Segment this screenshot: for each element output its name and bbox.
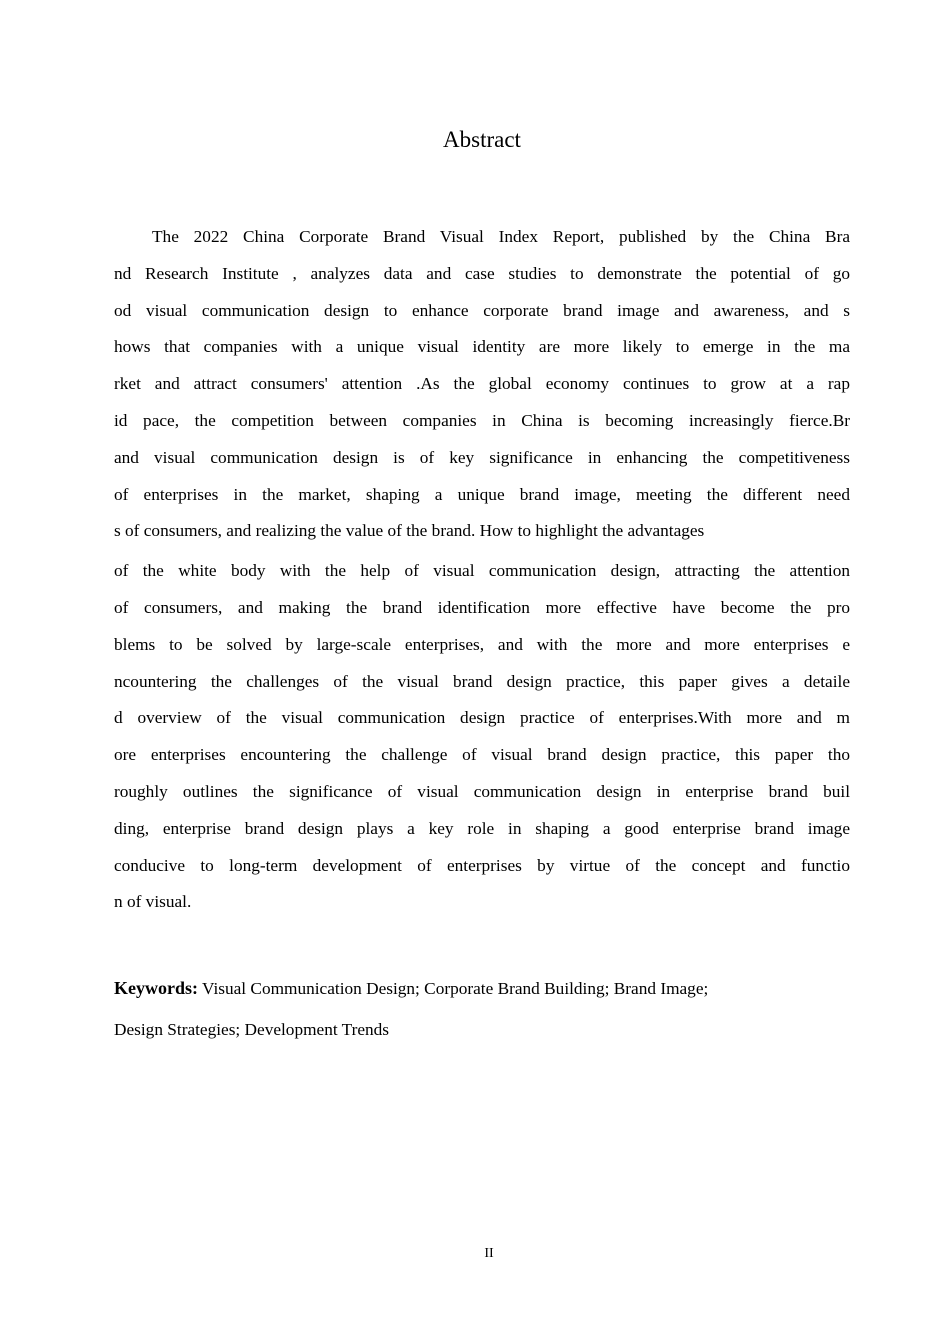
abstract-line: od visual communication design to enhance corporate brand image and awareness, and s — [114, 300, 850, 320]
abstract-line: roughly outlines the significance of visual communication design in enterprise brand buil — [114, 781, 850, 801]
abstract-line: ncountering the challenges of the visual brand design practice, this paper gives a detaile — [114, 671, 850, 691]
abstract-line: The 2022 China Corporate Brand Visual Index Report, published by the China Bra — [152, 227, 850, 246]
keywords-label: Keywords: — [114, 978, 198, 998]
abstract-line: and visual communication design is of key significance in enhancing the competitiveness — [114, 447, 850, 467]
abstract-line: of the white body with the help of visual communication design, attracting the attention — [114, 561, 850, 581]
keywords-section — [114, 973, 850, 1057]
abstract-line: of consumers, and making the brand identification more effective have become the pro — [114, 597, 850, 617]
abstract-line: n of visual. — [114, 892, 192, 912]
abstract-body — [114, 222, 850, 924]
abstract-line: nd Research Institute , analyzes data and case studies to demonstrate the potential of go — [114, 263, 850, 283]
abstract-line: s of consumers, and realizing the value of the brand. How to highlight the advantages — [114, 521, 705, 541]
page-title: Abstract — [443, 127, 521, 152]
keywords-text: Visual Communication Design; Corporate Brand Building; Brand Image; — [202, 979, 709, 998]
abstract-line: blems to be solved by large-scale enterprises, and with the more and more enterprises e — [114, 634, 850, 654]
abstract-line: of enterprises in the market, shaping a unique brand image, meeting the different need — [114, 484, 850, 504]
abstract-line: conducive to long-term development of enterprises by virtue of the concept and functio — [114, 855, 850, 875]
abstract-line: rket and attract consumers' attention .As the global economy continues to grow at a rap — [114, 374, 850, 394]
abstract-line: hows that companies with a unique visual identity are more likely to emerge in the ma — [114, 337, 850, 357]
page-number: II — [484, 1246, 494, 1261]
abstract-line: id pace, the competition between companies in China is becoming increasingly fierce.Br — [114, 410, 850, 430]
abstract-line: ore enterprises encountering the challenge of visual brand design practice, this paper tho — [114, 745, 850, 765]
keywords-line-2: Design Strategies; Development Trends — [114, 1020, 390, 1039]
keywords-line-1 — [114, 973, 850, 1015]
abstract-line: ding, enterprise brand design plays a key role in shaping a good enterprise brand image — [114, 818, 850, 838]
abstract-line: d overview of the visual communication design practice of enterprises.With more and m — [114, 708, 850, 728]
